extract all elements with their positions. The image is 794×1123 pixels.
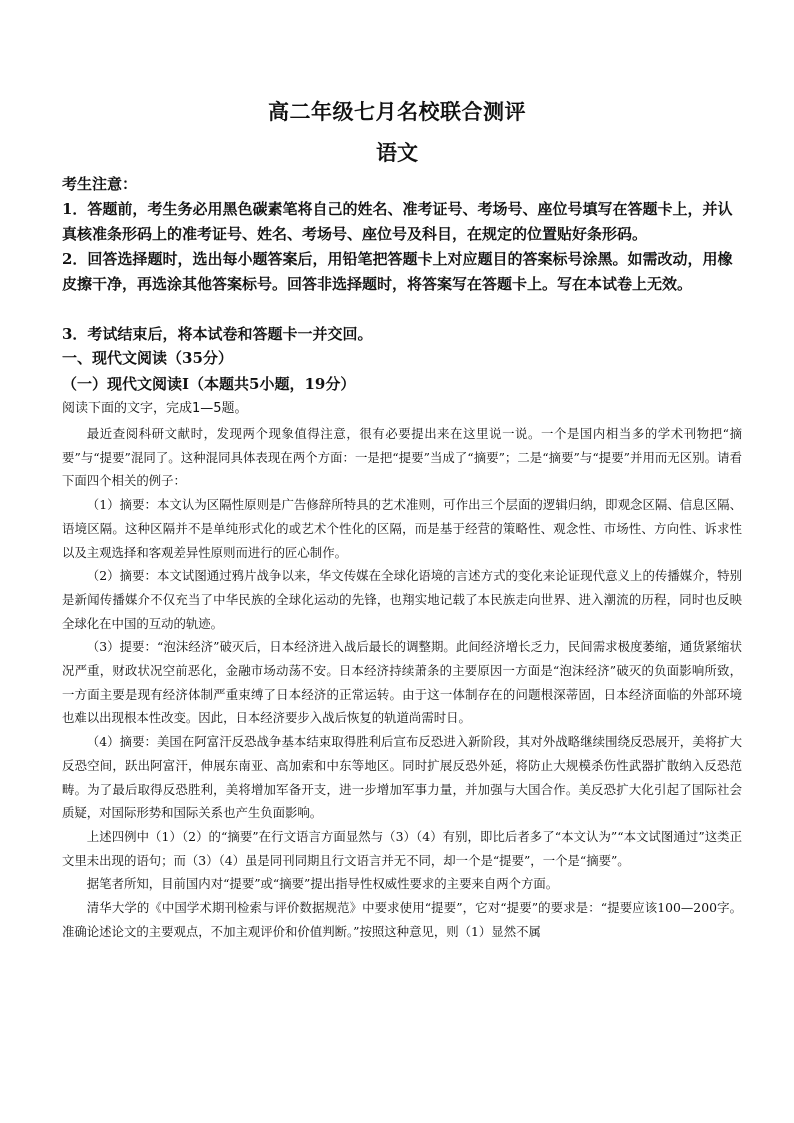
section-subtitle: （一）现代文阅读Ⅰ（本题共5小题，19分） bbox=[62, 375, 356, 393]
passage-paragraph: （3）提要：“泡沫经济”破灭后，日本经济进入战后最长的调整期。此间经济增长乏力，民间需求极度萎缩，通货紧缩状况严重，财政状况空前恶化，金融市场动荡不安。日本经济持续萧条的主要原因一方面是“泡沫经济”破灭的负面影响所致，一方面主要是现有经济体制严重束缚了日本经济的正常运转。由于这一体制存在的问题根深蒂固，日本经济面临的外部环境也难以出现根本性改变。因此，日本经济要步入战后恢复的轨道尚需时日。 bbox=[62, 639, 742, 726]
notice-item-1: 1．答题前，考生务必用黑色碳素笔将自己的姓名、准考证号、考场号、座位号填写在答题卡上，并认真核准条形码上的准考证号、姓名、考场号、座位号及科目，在规定的位置贴好条形码。 bbox=[62, 200, 733, 243]
passage-paragraph: 上述四例中（1）（2）的“摘要”在行文语言方面显然与（3）（4）有别，即比后者多了“本文认为”“本文试图通过”这类正文里未出现的语句；而（3）（4）虽是同刊同期且行文语言并无不同，却一个是“提要”，一个是“摘要”。 bbox=[62, 828, 742, 868]
notice-item-2: 2．回答选择题时，选出每小题答案后，用铅笔把答题卡上对应题目的答案标号涂黑。如需改动，用橡皮擦干净，再选涂其他答案标号。回答非选择题时，将答案写在答题卡上。写在本试卷上无效。 bbox=[62, 250, 733, 293]
passage-paragraph: （2）摘要：本文试图通过鸦片战争以来，华文传媒在全球化语境的言述方式的变化来论证现代意义上的传播媒介，特别是新闻传播媒介不仅充当了中华民族的全球化运动的先锋，也翔实地记载了本民族走向世界、进入潮流的历程，同时也反映全球化在中国的互动的轨迹。 bbox=[62, 568, 742, 631]
reading-instruction: 阅读下面的文字，完成1—5题。 bbox=[62, 401, 248, 416]
section-title: 一、现代文阅读（35分） bbox=[62, 349, 233, 367]
passage-paragraph: （4）摘要：美国在阿富汗反恐战争基本结束取得胜利后宣布反恐进入新阶段，其对外战略继续围绕反恐展开，美将扩大反恐空间，跃出阿富汗，伸展东南亚、高加索和中东等地区。同时扩展反恐外延，将防止大规模杀伤性武器扩散纳入反恐范畴。为了最后取得反恐胜利，美将增加军备开支，进一步增加军事力量，并加强与大国合作。美反恐扩大化引起了国际社会质疑，对国际形势和国际关系也产生负面影响。 bbox=[62, 734, 742, 821]
passage-paragraph: 清华大学的《中国学术期刊检索与评价数据规范》中要求使用“提要”，它对“提要”的要求是：“提要应该100—200字。准确论述论文的主要观点，不加主观评价和价值判断。”按照这种意见，则（1）显然不属 bbox=[62, 900, 742, 939]
notice-item-3: 3．考试结束后，将本试卷和答题卡一并交回。 bbox=[62, 325, 373, 343]
exam-title: 高二年级七月名校联合测评 bbox=[268, 99, 526, 124]
passage-paragraph: 据笔者所知，目前国内对“提要”或“摘要”提出指导性权威性要求的主要来自两个方面。 bbox=[86, 876, 559, 892]
passage-paragraph: 最近查阅科研文献时，发现两个现象值得注意，很有必要提出来在这里说一说。一个是国内相当多的学术刊物把“摘要”与“提要”混同了。这种混同具体表现在两个方面：一是把“提要”当成了“摘要”；二是“摘要”与“提要”并用而无区别。请看下面四个相关的例子： bbox=[62, 426, 742, 489]
notice-heading: 考生注意： bbox=[62, 175, 138, 193]
subject-title: 语文 bbox=[376, 140, 418, 165]
passage-paragraph: （1）摘要：本文认为区隔性原则是广告修辞所特具的艺术准则，可作出三个层面的逻辑归纳，即观念区隔、信息区隔、语境区隔。这种区隔并不是单纯形式化的或艺术个性化的区隔，而是基于经营的策略性、观念性、市场性、方向性、诉求性以及主观选择和客观差异性原则而进行的匠心制作。 bbox=[62, 497, 742, 560]
reading-passage bbox=[62, 422, 742, 943]
